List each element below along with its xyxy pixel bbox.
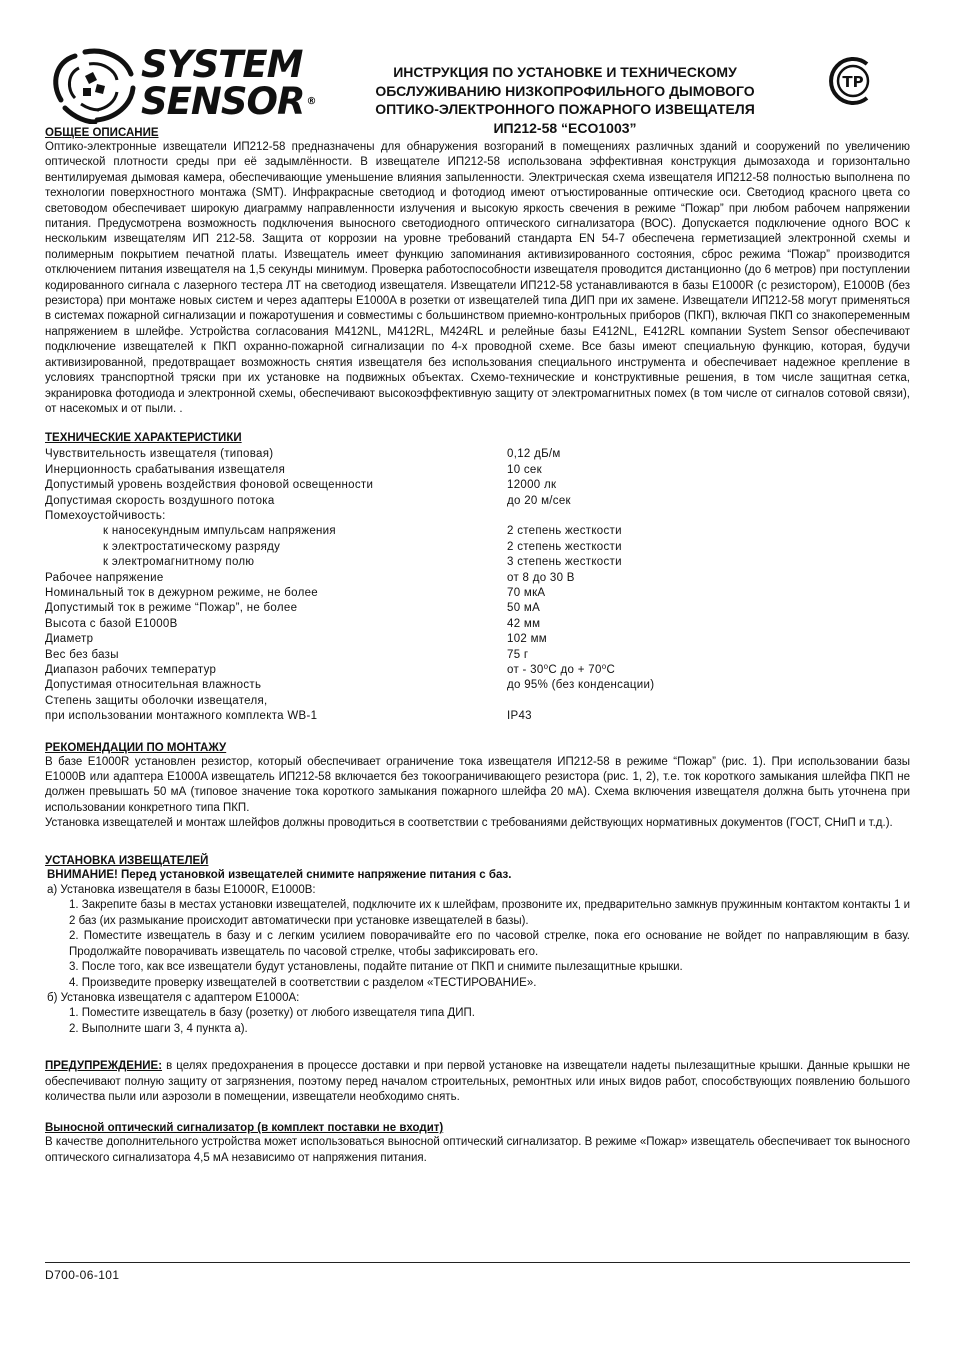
title-line-4: ИП212-58 “ECO1003” [493,119,637,136]
certification-mark-icon [823,54,877,108]
spec-key: Допустимая относительная влажность [45,679,262,692]
spec-key: Высота с базой E1000B [45,617,178,630]
spec-value: 42 мм [507,617,541,630]
spec-value: 3 степень жесткости [507,556,622,569]
remote-indicator-text: В качестве дополнительного устройства может использоваться выносной оптический сигнализатор. В режиме «Пожар» извещатель обеспечивает ток выносного оптического сигнализатора 4,5 мА независимо от напряжения питания. [45,1136,910,1164]
cert-mark-text: ТР [842,73,864,91]
spec-key: Помехоустойчивость: [45,509,166,522]
spec-row [45,555,910,570]
spec-row [45,678,910,693]
spec-row [45,601,910,616]
spec-row [45,663,910,678]
heading-remote-indicator: Выносной оптический сигнализатор (в комплект поставки не входит) [45,1122,444,1135]
heading-install: УСТАНОВКА ИЗВЕЩАТЕЛЕЙ [45,854,209,867]
spec-key: Допустимый уровень воздействия фоновой освещенности [45,479,374,492]
brand-line-2: SENSOR [141,80,305,123]
heading-specs: ТЕХНИЧЕСКИЕ ХАРАКТЕРИСТИКИ [45,432,242,445]
title-line-2: ОБСЛУЖИВАНИЮ НИЗКОПРОФИЛЬНОГО ДЫМОВОГО [375,82,755,99]
install-subsection-b: б) Установка извещателя с адаптером E1000A: [47,991,300,1004]
spec-value: до 20 м/сек [507,494,571,507]
spec-key: Чувствительность извещателя (типовая) [45,448,274,461]
spec-value: 2 степень жесткости [507,525,622,538]
section-caution [45,1059,910,1105]
spec-value: 50 мА [507,602,541,615]
spec-value: до 95% (без конденсации) [507,679,655,692]
install-steps [45,868,910,1037]
install-step-b2: 2. Выполните шаги 3, 4 пункта а). [69,1022,248,1035]
spec-value: 10 сек [507,463,542,476]
title-line-3: ОПТИКО-ЭЛЕКТРОННОГО ПОЖАРНОГО ИЗВЕЩАТЕЛЯ [375,101,755,117]
install-step-a2: 2. Поместите извещатель в базу и с легким усилием поворачивайте его по часовой стрелке, пока его основание не войдет по направляющим в базу. Продолжайте поворачивать извещатель по часовой стрелке, чтобы зафиксировать его. [69,930,910,958]
spec-key: к наносекундным импульсам напряжения [103,525,336,538]
spec-key: при использовании монтажного комплекта WB-1 [45,710,318,723]
spec-value [507,509,910,524]
spec-row [45,509,910,524]
spec-value: 12000 лк [507,479,557,492]
section-remote-indicator [45,1121,910,1166]
heading-general: ОБЩЕЕ ОПИСАНИЕ [45,127,159,139]
spec-value: от - 30⁰C до + 70⁰C [507,664,616,676]
spec-row [45,540,910,555]
spec-key: Диапазон рабочих температур [45,664,217,676]
install-warning: ВНИМАНИЕ! Перед установкой извещателей снимите напряжение питания с баз. [47,868,512,881]
caution-label: ПРЕДУПРЕЖДЕНИЕ: [45,1060,163,1073]
spec-value: 75 г [507,648,529,661]
spec-row [45,617,910,632]
spec-value: от 8 до 30 В [507,571,575,584]
install-step-a4: 4. Произведите проверку извещателей в соответствии с разделом «ТЕСТИРОВАНИЕ». [69,976,537,989]
spec-key: Диаметр [45,633,94,646]
spec-row [45,478,910,493]
section-specs [45,431,910,724]
document-code: D700-06-101 [45,1268,120,1282]
spec-key: Инерционность срабатывания извещателя [45,463,286,476]
spec-row [45,571,910,586]
spec-key: Допустимый ток в режиме “Пожар”, не более [45,602,298,615]
section-install [45,854,910,1037]
heading-mounting: РЕКОМЕНДАЦИИ ПО МОНТАЖУ [45,741,227,754]
spec-key: Допустимая скорость воздушного потока [45,494,275,507]
registered-mark: ® [306,96,316,107]
spec-value [507,694,910,709]
spec-key: Номинальный ток в дежурном режиме, не более [45,586,318,599]
general-description: Оптико-электронные извещатели ИП212-58 предназначены для обнаружения возгораний в помещениях различных зданий и сооружений по увеличению оптической плотности среды при её задымлённости. В извещателе ИП212-58 использована эффективная конструкция дымозахода и горизонтально вентилируемая дымовая камера, обеспечивающие уменьшение влияния запыленности. Электрическая схема извещателя ИП212-58 полностью выполнена по технологии поверхностного монтажа (SMT). Инфракрасные светодиод и фотодиод имеют отъюстированные оптические оси. Светодиод красного цвета со световодом обеспечивает широкую диаграмму направленности излучения и высокую яркость свечения в режиме “Пожар” при любом рабочем напряжении питания. Предусмотрена возможность подключения выносного светодиодного оптического сигнализатора (ВОС). Допускается подключение одного ВОС к нескольким извещателям ИП 212-58. Защита от коррозии на уровне требований стандарта EN 54-7 обеспечена герметизацией электронной схемы и полимерным покрытием печатной платы. Извещатель имеет функцию запоминания активизированного состояния, сброс режима “Пожар” производится отключением питания извещателя на 1,5 секунды минимум. Проверка работоспособности извещателя проводится дистанционно (до 6 метров) при поступлении кодированного сигнала с лазерного тестера ЛТ на светодиод извещателя. Извещатели ИП212-58 устанавливаются в базы E1000R (с резистором), E1000B (без резистора) при монтаже новых систем и через адаптеры E1000A в розетки от извещателей типа ДИП при их замене. Извещатели ИП212-58 могут применяться в системах пожарной сигнализации и пожаротушения и совместимы с большинством приемно-контрольных приборов (ПКП), включая ПКП со знакопеременным напряжением в шлейфе. Устройства согласования M412NL, M412RL, M424RL и релейные базы E412NL, E412RL компании System Sensor обеспечивают подключение извещателей к ПКП охранно-пожарной сигнализации по 4-х проводной схеме. Все базы имеют специальную функцию, которая, будучи активизированной, предотвращает возможность снятия извещателя без использования специального инструмента и обеспечивает надежное крепление в условиях транспортной тряски при их установке на подвижных объектах. Схемо-технические и конструктивные решения, в том числе защитная сетка, экранировка фотодиода и электронной схемы, обеспечивают высокоэффективную защиту от электромагнитных помех (в том числе от сигналов сотовой связи), от насекомых и от пыли. . [45,141,910,415]
spec-key: Степень защиты оболочки извещателя, [45,694,268,707]
spec-row [45,463,910,478]
spec-value: 102 мм [507,633,547,646]
spec-row [45,694,910,709]
spec-key: к электростатическому разряду [103,540,281,553]
footer-divider [45,1262,910,1263]
spec-value: 2 степень жесткости [507,540,622,553]
spec-row [45,494,910,509]
spec-key: Вес без базы [45,648,119,661]
swirl-logo-icon [45,44,141,124]
spec-value: 70 мкА [507,586,546,599]
install-step-a3: 3. После того, как все извещатели будут установлены, подайте питание от ПКП и снимите пылезащитные крышки. [69,961,683,974]
spec-key: к электромагнитному полю [103,556,255,569]
caution-text: в целях предохранения в процессе доставки и при первой установке на извещатели надеты пылезащитные крышки. Данные крышки не обеспечивают полную защиту от загрязнения, поэтому перед началом строительных, ремонтных или иных видов работ, способствующих появлению большого количества пыли или аэрозоли в помещении, извещатели необходимо снять. [45,1060,910,1103]
system-sensor-logo [45,40,345,125]
section-general [45,126,910,417]
install-subsection-a: а) Установка извещателя в базы E1000R, E1000B: [47,884,316,897]
caution-paragraph [45,1059,910,1105]
brand-line-1: SYSTEM [141,43,303,86]
spec-row [45,709,910,724]
mounting-paragraph-2: Установка извещателей и монтаж шлейфов должны проводиться в соответствии с требованиями действующих нормативных документов (ГОСТ, СНиП и т.д.). [45,817,893,830]
spec-key: Рабочее напряжение [45,571,164,584]
spec-value: IP43 [507,710,532,723]
specs-table [45,447,910,724]
spec-row [45,524,910,539]
document-body [45,126,910,1166]
title-line-1: ИНСТРУКЦИЯ ПО УСТАНОВКЕ И ТЕХНИЧЕСКОМУ [393,64,737,80]
spec-row [45,632,910,647]
install-step-a1: 1. Закрепите базы в местах установки извещателей, подключите их к шлейфам, прозвоните их, предварительно замкнув пружинным контактом контакты 1 и 2 баз (их размыкание происходит автоматически при установке извещателей в базы). [69,899,910,927]
section-mounting [45,741,910,832]
brand-wordmark [141,43,316,123]
spec-row [45,586,910,601]
install-step-b1: 1. Поместите извещатель в базу (розетку) от любого извещателя типа ДИП. [69,1007,475,1020]
spec-row [45,648,910,663]
spec-row [45,447,910,462]
brand-line-2-row [141,80,316,123]
mounting-paragraph-1: В базе E1000R установлен резистор, который обеспечивает ограничение тока извещателя ИП212-58 в режиме “Пожар” (рис. 1). При использовании базы E1000B или адаптера E1000A извещатель ИП212-58 включается без токоограничивающего резистора (рис. 1, 2), т.е. ток короткого замыкания шлейфа ПКП не должен превышать 50 мА (типовое значение тока короткого замыкания пожарного шлейфа 20 мА). Схема включения извещателя должна быть уточнена при использовании конкретного типа ПКП. [45,755,910,814]
spec-value: 0,12 дБ/м [507,448,561,461]
